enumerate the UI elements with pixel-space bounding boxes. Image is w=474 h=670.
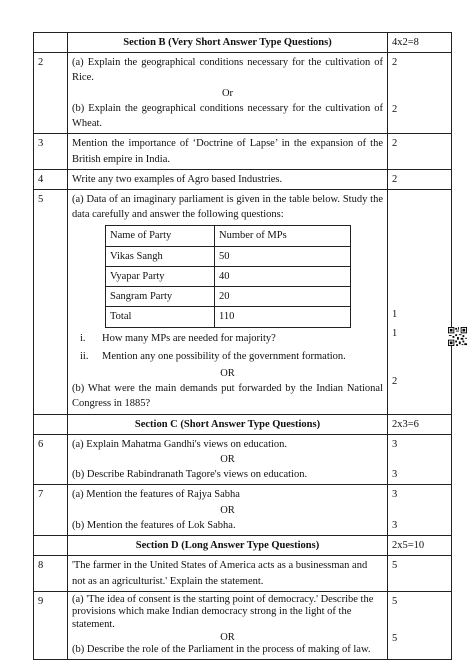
parliament-data-table (105, 225, 351, 327)
question-marks: 1 (392, 328, 398, 340)
question-marks: 5 (388, 556, 452, 591)
question-number: 9 (34, 591, 68, 659)
section-title: Section C (Short Answer Type Questions) (68, 414, 388, 434)
question-marks: 5 (392, 633, 398, 644)
question-text: 'The farmer in the United States of America acts as a businessman and not as an agriculturist.' Explain the statement. (68, 556, 388, 591)
question-marks: 3 (392, 489, 398, 501)
section-marks: 2x3=6 (388, 414, 452, 434)
column-header: Number of MPs (215, 226, 351, 246)
question-row (34, 591, 452, 659)
question-row (34, 485, 452, 536)
mp-count: 20 (215, 287, 351, 307)
table-row (106, 307, 351, 327)
party-name: Sangram Party (106, 287, 215, 307)
question-marks: 1 (392, 308, 398, 320)
or-separator: OR (220, 631, 235, 643)
question-row (34, 556, 452, 591)
question-marks: 2 (388, 134, 452, 169)
section-d-header (34, 536, 452, 556)
question-text: (b) What were the main demands put forwarded by the Indian National Congress in 1885? (72, 383, 383, 410)
party-name: Vyapar Party (106, 266, 215, 286)
question-text: (b) Explain the geographical conditions necessary for the cultivation of Wheat. (72, 102, 383, 130)
table-header-row (106, 226, 351, 246)
question-text: (b) Describe the role of the Parliament in the process of making of law. (72, 644, 371, 656)
section-title: Section B (Very Short Answer Type Questions) (68, 33, 388, 53)
or-separator: OR (220, 454, 235, 466)
party-name: Total (106, 307, 215, 327)
mp-count: 40 (215, 266, 351, 286)
mp-count: 50 (215, 246, 351, 266)
question-marks: 3 (392, 519, 398, 531)
table-row (106, 246, 351, 266)
question-marks: 2 (392, 57, 398, 69)
question-number: 6 (34, 434, 68, 485)
sub-question-text: Mention any one possibility of the government formation. (102, 350, 346, 362)
question-text: (a) Explain the geographical conditions necessary for the cultivation of Rice. (72, 57, 383, 84)
section-marks: 4x2=8 (388, 33, 452, 53)
section-marks: 2x5=10 (388, 536, 452, 556)
question-text: Mention the importance of ‘Doctrine of Lapse’ in the expansion of the British empire in India. (68, 134, 388, 169)
question-row (34, 189, 452, 414)
question-number: 2 (34, 53, 68, 134)
question-marks: 2 (392, 376, 398, 388)
question-text: (a) Data of an imaginary parliament is given in the table below. Study the data carefully and answer the following questions: (72, 193, 383, 221)
qr-code-icon (448, 327, 467, 346)
or-separator: Or (221, 87, 234, 99)
question-row (34, 434, 452, 485)
sub-question-key: ii. (80, 350, 89, 362)
section-title: Section D (Long Answer Type Questions) (68, 536, 388, 556)
question-row (34, 169, 452, 189)
section-c-header (34, 414, 452, 434)
question-text: (a) Explain Mahatma Gandhi's views on education. (72, 438, 288, 450)
question-marks: 2 (392, 104, 398, 116)
sub-question (80, 349, 383, 364)
mp-count: 110 (215, 307, 351, 327)
question-number: 8 (34, 556, 68, 591)
table-row (106, 287, 351, 307)
question-table (33, 32, 452, 660)
question-text: Write any two examples of Agro based Industries. (68, 169, 388, 189)
question-row (34, 134, 452, 169)
question-marks: 3 (392, 469, 398, 481)
question-text: (b) Mention the features of Lok Sabha. (72, 519, 236, 531)
question-marks: 2 (388, 169, 452, 189)
question-number: 7 (34, 485, 68, 536)
question-text: (a) 'The idea of consent is the starting point of democracy.' Describe the provisions which make Indian democracy strong in the light of the statement. (72, 593, 374, 630)
or-separator: OR (220, 367, 235, 379)
column-header: Name of Party (106, 226, 215, 246)
question-number: 3 (34, 134, 68, 169)
question-marks: 3 (392, 438, 398, 450)
party-name: Vikas Sangh (106, 246, 215, 266)
or-separator: OR (220, 504, 235, 516)
question-text: (b) Describe Rabindranath Tagore's views on education. (72, 469, 308, 481)
table-row (106, 266, 351, 286)
question-row (34, 53, 452, 134)
question-marks: 5 (392, 595, 398, 607)
sub-question-text: How many MPs are needed for majority? (102, 332, 276, 344)
section-b-header (34, 33, 452, 53)
question-number: 4 (34, 169, 68, 189)
question-text: (a) Mention the features of Rajya Sabha (72, 489, 240, 501)
sub-question (80, 331, 383, 346)
sub-question-key: i. (80, 332, 86, 344)
question-number: 5 (34, 189, 68, 414)
